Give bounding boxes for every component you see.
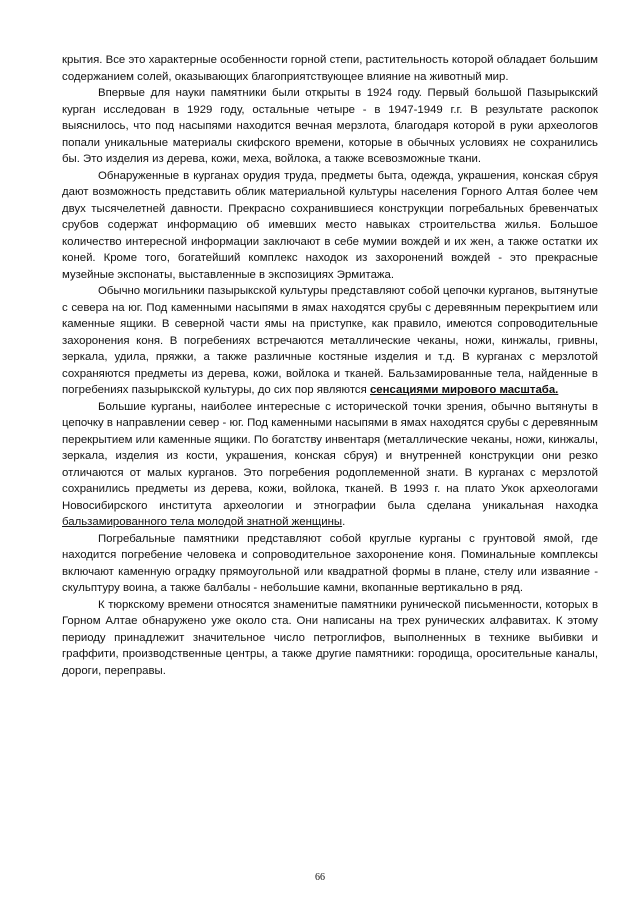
paragraph-2 xyxy=(62,85,598,168)
paragraph-1 xyxy=(62,52,598,85)
paragraph-7-text: К тюркскому времени относятся знаменитые памятники рунической письменности, которых в Горном Алтае обнаружено уже около ста. Они написаны на трех рунических алфавитах. К этому периоду принадлежит значительное число петроглифов, выполненных в технике выбивки и граффити, производственные центры, а также другие памятники: городища, оросительные каналы, дороги, переправы. xyxy=(62,598,598,677)
paragraph-5 xyxy=(62,399,598,531)
paragraph-4 xyxy=(62,283,598,399)
paragraph-5-text: Большие курганы, наиболее интересные с исторической точки зрения, обычно вытянуты в цепочку в направлении север - юг. Под каменными насыпями в ямах находятся срубы с деревянным перекрытием или каменные ящики. По богатству инвентаря (металлические чеканы, ножи, кинжалы, зеркала, изделия из кости, украшения, конская сбруя) и внутренней конструкции они резко отличаются от малых курганов. Это погребения родоплеменной знати. В курганах с мерзлотой сохранились предметы из дерева, кожи, войлока, тканей. В 1993 г. на плато Укок археологами Новосибирского института археологии и этнографии была сделана уникальная находка xyxy=(62,400,598,512)
page-number: 66 xyxy=(315,872,325,883)
paragraph-6 xyxy=(62,531,598,597)
paragraph-5-end: . xyxy=(342,516,346,528)
paragraph-2-text: Впервые для науки памятники были открыты в 1924 году. Первый большой Пазырыкский курган исследован в 1929 году, остальные четыре - в 1947-1949 г.г. В результате раскопок выяснилось, что под насыпями находится вечная мерзлота, благодаря которой в руки археологов попали уникальные материалы скифского времени, которые в обычных условиях не сохранились бы. Это изделия из дерева, кожи, меха, войлока, а также всевозможные ткани. xyxy=(62,87,598,165)
paragraph-4-text: Обычно могильники пазырыкской культуры представляют собой цепочки курганов, вытянутые с севера на юг. Под каменными насыпями в ямах находятся срубы с деревянным перекрытием или каменные ящики. В северной части ямы на приступке, как правило, имеются сопроводительные захоронения коня. В погребениях встречаются металлические чеканы, ножи, кинжалы, гривны, зеркала, удила, пряжки, а также различные костяные изделия и т.д. В курганах с мерзлотой сохраняются предметы из дерева, кожи, войлока и тканей. Бальзамированные тела, найденные в погребениях пазырыкской культуры, до сих пор являются xyxy=(62,285,598,396)
paragraph-7 xyxy=(62,597,598,680)
paragraph-6-text: Погребальные памятники представляют собой круглые курганы с грунтовой ямой, где находится погребение человека и сопроводительное захоронение коня. Поминальные комплексы включают каменную оградку прямоугольной или квадратной формы в плане, стелу или изваяние - скульптуру воина, а также балбалы - небольшие камни, вкопанные вертикально в ряд. xyxy=(62,532,598,594)
paragraph-3 xyxy=(62,168,598,284)
emphasis-embalmed-body: бальзамированного тела молодой знатной женщины xyxy=(62,516,343,528)
emphasis-world-sensation: сенсациями мирового масштаба. xyxy=(369,384,559,396)
paragraph-3-text: Обнаруженные в курганах орудия труда, предметы быта, одежда, украшения, конская сбруя дают возможность представить облик материальной культуры населения Горного Алтая более чем двух тысячелетней давности. Прекрасно сохранившиеся конструкции погребальных бревенчатых срубов содержат информацию об имевших место навыках строительства жилья. Большое количество интересной информации заключают в себе мумии вождей и их жен, а также остатки их коней. Кроме того, богатейший комплекс находок из захоронений вождей - это прекрасные музейные экспонаты, выставленные в экспозициях Эрмитажа. xyxy=(62,169,598,281)
paragraph-1-text: крытия. Все это характерные особенности горной степи, растительность которой обладает большим содержанием солей, оказывающих благоприятствующее влияние на животный мир. xyxy=(62,54,598,83)
document-body xyxy=(62,52,598,679)
